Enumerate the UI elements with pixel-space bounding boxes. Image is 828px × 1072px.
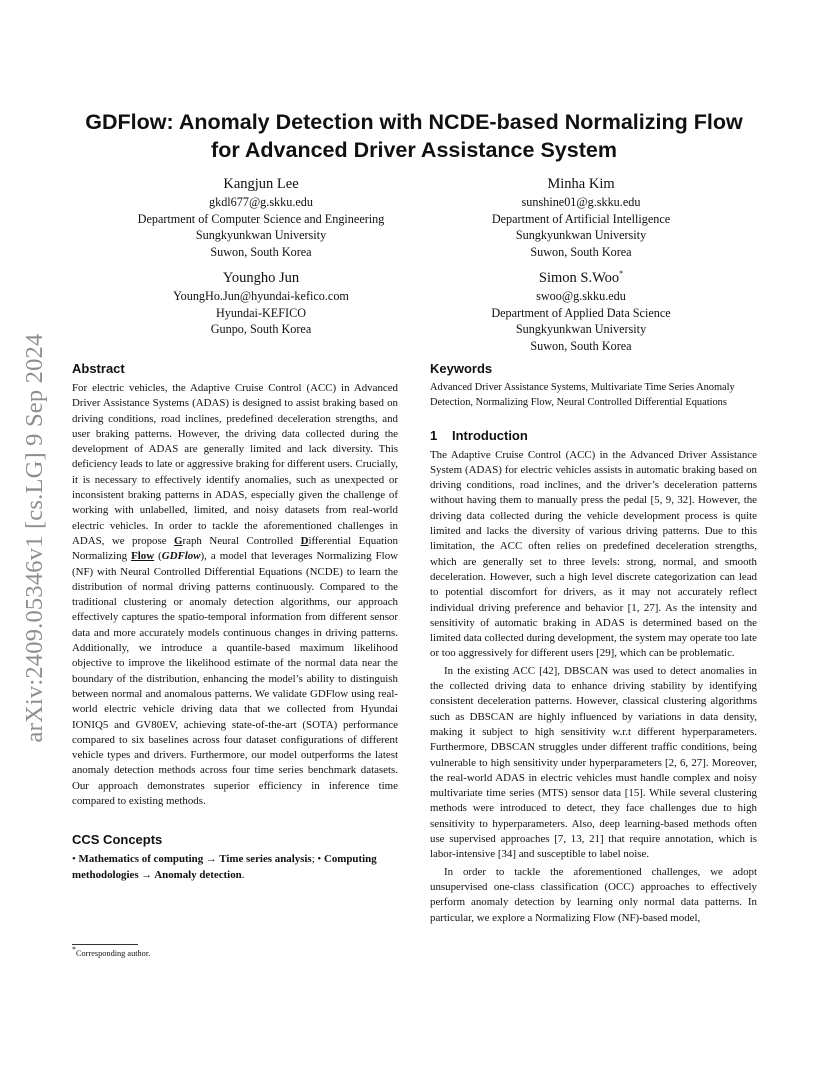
author-location: Suwon, South Korea bbox=[210, 244, 312, 259]
ccs-concepts-heading: CCS Concepts bbox=[72, 832, 163, 848]
right-column bbox=[430, 360, 757, 926]
arxiv-identifier-stamp[interactable]: arXiv:2409.05346v1 [cs.LG] 9 Sep 2024 bbox=[21, 333, 48, 743]
author-block-2 bbox=[416, 174, 746, 260]
abstract-text: For electric vehicles, the Adaptive Cruise Control (ACC) in Advanced Driver Assistance Systems (ADAS) is designed to assist braking based on driving conditions, road inclines, predefined deceleration strengths, and user braking patterns. However, the driving data collected during the development of ADAS are generally limited and lack diversity. This deficiency leads to late or aggressive braking for different users. Crucially, it is necessary to effectively identify anomalies, such as unexpected or inconsistent braking patterns in ADAS, especially given the challenge of working with unlabelled, limited, and noisy datasets from real-world electric vehicles. In order to tackle the aforementioned challenges in ADAS, we propose Graph Neural Controlled Differential Equation Normalizing Flow (GDFlow), a model that leverages Normalizing Flow (NF) with Neural Controlled Differential Equations (NCDE) to learn the distribution of normal driving patterns continuously. Compared to the traditional clustering or anomaly detection algorithms, our approach effectively captures the spatio-temporal information from different sensor data and more accurately models continuous changes in driving patterns. Additionally, we introduce a quantile-based maximum likelihood objective to improve the likelihood estimate of the normal data near the boundary of the distribution, enhancing the model’s ability to distinguish between normal and anomalous patterns. We validate GDFlow using real-world electric vehicle driving data that we collected from Hyundai IONIQ5 and GV80EV, achieving state-of-the-art (SOTA) performance compared to six baselines across four dataset configurations of different vehicle types and drivers. Furthermore, our model outperforms the latest anomaly detection methods across four time series benchmark datasets. Our approach demonstrates superior efficiency in inference time compared to existing methods. bbox=[72, 382, 398, 808]
abstract-heading: Abstract bbox=[72, 361, 125, 376]
keywords-text: Advanced Driver Assistance Systems, Multivariate Time Series Anomaly Detection, Normalizing Flow, Neural Controlled Differential Equations bbox=[430, 382, 735, 408]
author-email[interactable]: swoo@g.skku.edu bbox=[536, 289, 626, 303]
author-department: Department of Artificial Intelligence bbox=[491, 211, 671, 226]
author-location: Suwon, South Korea bbox=[530, 244, 632, 259]
corresponding-author-mark: * bbox=[619, 269, 624, 279]
author-block-1 bbox=[96, 174, 426, 260]
author-email[interactable]: sunshine01@g.skku.edu bbox=[521, 195, 641, 209]
gdflow-emphasis: GDFlow bbox=[161, 550, 201, 563]
paper-title-line-2: for Advanced Driver Assistance System bbox=[211, 138, 617, 162]
footnote-rule bbox=[72, 944, 138, 945]
author-location: Suwon, South Korea bbox=[530, 338, 632, 353]
author-email[interactable]: gkdl677@g.skku.edu bbox=[209, 195, 313, 209]
paper-title bbox=[60, 108, 768, 164]
author-name: Minha Kim bbox=[547, 176, 615, 192]
author-name-line bbox=[416, 268, 746, 288]
author-block-4 bbox=[416, 268, 746, 354]
introduction-heading bbox=[430, 427, 757, 445]
author-block-3 bbox=[96, 268, 426, 338]
author-location: Gunpo, South Korea bbox=[210, 322, 312, 336]
intro-paragraph-3: In order to tackle the aforementioned challenges, we adopt unsupervised one-class classification (OCC) approaches to effectively perform anomaly detection by learning only normal data patterns. In particular, we explore a Normalizing Flow (NF)-based model, bbox=[430, 865, 757, 924]
intro-paragraph-1: The Adaptive Cruise Control (ACC) in the Advanced Driver Assistance System (ADAS) for electric vehicles assists in automatic braking based on driving conditions, road inclines, and the driver’s deceleration patterns without having them to manually press the pedal [5, 9, 32]. However, the driving data collected during the vehicle development process is quite limited and lacks the diversity of various driving patterns. Due to this limitation, the ACC often relies on predefined deceleration strengths, which are generally set to three levels: strong, normal, and smooth deceleration. However, such a high level discrete categorization can lead to potential discomfort for drivers, as it may not accurately reflect individual driving preference and behavior [1, 27]. As the intensity and sensitivity of automatic braking in ADAS is determined based on the limited data collected during development, the system may operate too late or too aggressively for different users [29], which can be problematic. bbox=[430, 448, 757, 660]
left-column bbox=[72, 360, 398, 883]
author-name: Simon S.Woo bbox=[538, 270, 620, 286]
author-university: Sungkyunkwan University bbox=[515, 322, 647, 336]
paper-title-line-1: GDFlow: Anomaly Detection with NCDE-based Normalizing Flow bbox=[85, 110, 743, 134]
author-email[interactable]: YoungHo.Jun@hyundai-kefico.com bbox=[173, 289, 349, 303]
author-department: Department of Computer Science and Engineering bbox=[137, 211, 385, 226]
author-name: Kangjun Lee bbox=[223, 176, 299, 192]
author-university: Sungkyunkwan University bbox=[195, 228, 327, 242]
author-name: Youngho Jun bbox=[222, 270, 300, 286]
section-number: 1 bbox=[430, 427, 438, 443]
ccs-concepts-text: • Mathematics of computing → Time series analysis; • Computing methodologies → Anomaly detection. bbox=[72, 853, 377, 881]
section-title: Introduction bbox=[452, 427, 528, 443]
author-department: Department of Applied Data Science bbox=[491, 305, 671, 320]
author-university: Sungkyunkwan University bbox=[515, 228, 647, 242]
footnote-mark: * bbox=[72, 945, 76, 955]
intro-paragraph-2: In the existing ACC [42], DBSCAN was used to detect anomalies in the collected driving data to enhance driving stability by identifying consistent deceleration patterns. However, classical clustering algorithms such as DBSCAN are highly influenced by variations in data density, making it subject to high sensitivity w.r.t different hyperparameters. Furthermore, DBSCAN struggles under different traffic conditions, being vulnerable to high sensitivity under hyperparameters [2, 6, 27]. Moreover, the real-world ADAS in electric vehicles must handle complex and noisy multivariate time series (MTS) sensor data [15]. While several clustering methods were introduced to detect, they face challenges due to high sensitivity to hyperparameters. Also, deep learning-based methods often use supervised approaches [7, 13, 21] that require annotation, which is labor-intensive [34] and susceptible to label noise. bbox=[430, 664, 757, 861]
footnote-text: Corresponding author. bbox=[76, 949, 151, 958]
footnote bbox=[72, 945, 151, 959]
author-affiliation: Hyundai-KEFICO bbox=[215, 305, 307, 320]
keywords-heading: Keywords bbox=[430, 361, 493, 376]
